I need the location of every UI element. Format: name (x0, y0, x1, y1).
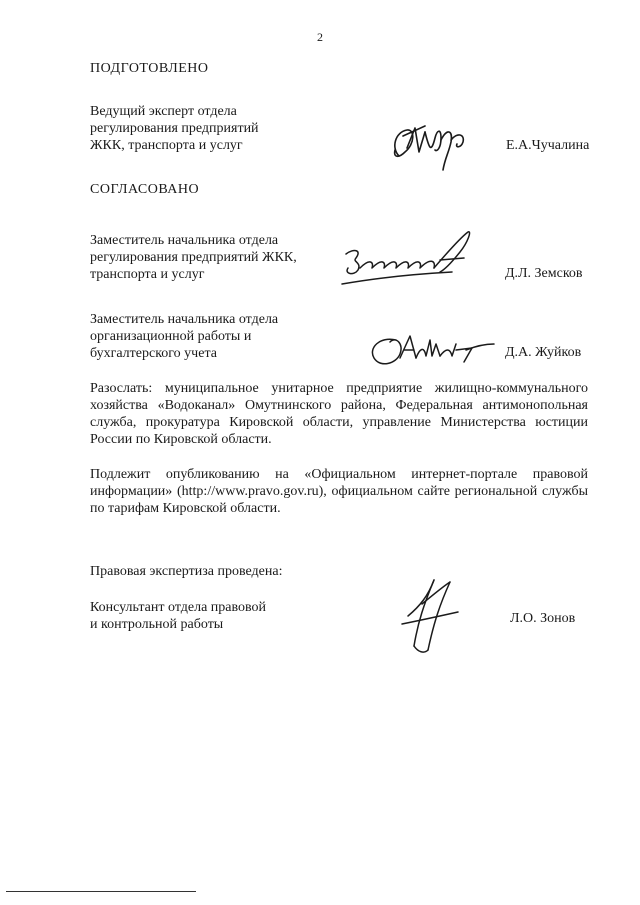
prepared-name: Е.А.Чучалина (506, 138, 590, 153)
agreed-position-line: транспорта и услуг (90, 267, 205, 282)
signature-chuchalina (385, 118, 477, 176)
agreed-signer-2-name: Д.А. Жуйков (505, 345, 582, 360)
legal-review-position-line: Консультант отдела правовой (90, 600, 267, 615)
signature-zemskov (336, 228, 484, 298)
legal-review-position (90, 599, 266, 633)
prepared-position-line: Ведущий эксперт отдела (90, 104, 237, 119)
legal-review-heading: Правовая экспертиза проведена: (90, 564, 283, 579)
prepared-position (90, 103, 259, 154)
agreed-position-line: организационной работы и (90, 329, 252, 344)
publication-paragraph: Подлежит опубликованию на «Официальном интернет-портале правовой информации» (http://www.pravo.gov.ru), официальном сайте региональной службы по тарифам Кировской области. (90, 467, 588, 516)
agreed-position-line: бухгалтерского учета (90, 346, 217, 361)
agreed-signer-2-position (90, 311, 278, 362)
prepared-position-line: регулирования предприятий (90, 121, 259, 136)
agreed-position-line: Заместитель начальника отдела (90, 233, 279, 248)
agreed-heading: СОГЛАСОВАНО (90, 182, 200, 197)
agreed-position-line: регулирования предприятий ЖКК, (90, 250, 297, 265)
distribution-paragraph: Разослать: муниципальное унитарное предприятие жилищно-коммунального хозяйства «Водоканал» Омутнинского района, Федеральная антимонопольная служба, прокуратура Кировской области, управление Министерства юстиции России по Кировской области. (90, 381, 588, 447)
footer-rule (6, 891, 196, 892)
agreed-signer-1-position (90, 232, 297, 283)
legal-review-name: Л.О. Зонов (510, 611, 576, 626)
prepared-heading: ПОДГОТОВЛЕНО (90, 61, 209, 76)
page-number: 2 (317, 30, 323, 44)
legal-review-position-line: и контрольной работы (90, 617, 224, 632)
prepared-position-line: ЖКК, транспорта и услуг (90, 138, 243, 153)
signature-zhuykov (366, 326, 498, 376)
agreed-position-line: Заместитель начальника отдела (90, 312, 279, 327)
signature-zonov (394, 576, 468, 658)
agreed-signer-1-name: Д.Л. Земсков (505, 266, 583, 281)
